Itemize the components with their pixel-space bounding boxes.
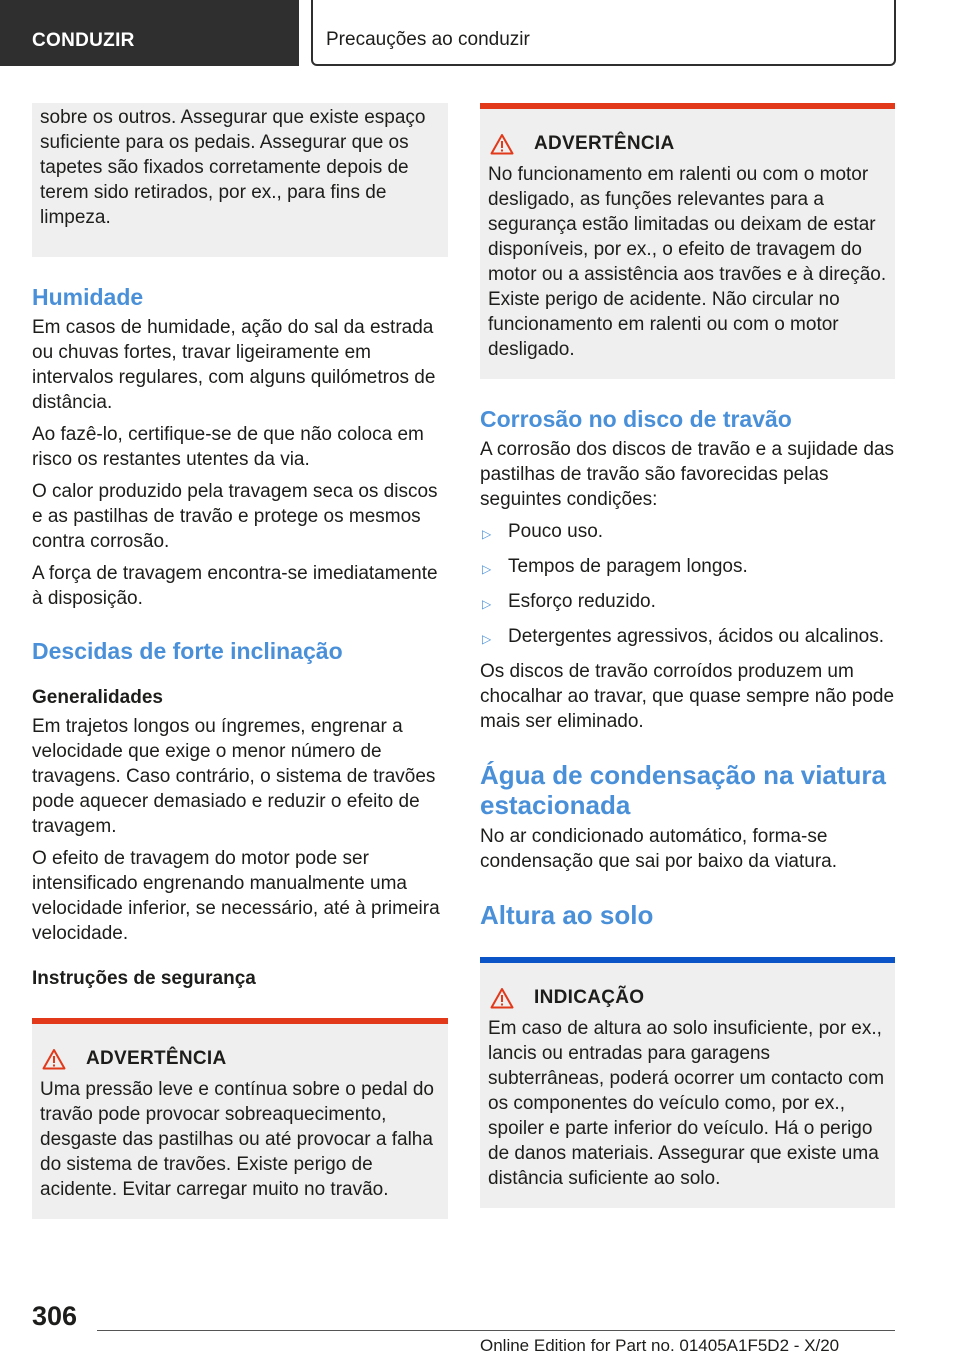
- list-item: ▷ Pouco uso.: [480, 519, 895, 547]
- note-label: INDICAÇÃO: [534, 987, 645, 1008]
- heading-humidity: Humidade: [32, 284, 144, 310]
- corrosion-paragraph-2: Os discos de travão corroídos produzem um chocalhar ao travar, que quase sempre não pode mais ser eliminado.: [480, 661, 895, 732]
- warning-triangle-icon: [42, 1048, 66, 1070]
- warning-triangle-icon: [490, 987, 514, 1009]
- heading-ground-clearance: Altura ao solo: [480, 900, 654, 930]
- warning-text: Uma pressão leve e contínua sobre o pedal do travão pode provocar sobreaquecimento, desgaste das pastilhas ou até provocar a falha do sistema de travões. Existe perigo de acidente. Evitar carregar muito no travão.: [40, 1079, 434, 1200]
- page-number: 306: [32, 1301, 78, 1331]
- condensation-paragraph: No ar condicionado automático, forma-se condensação que sai por baixo da viatura.: [480, 826, 838, 872]
- triangle-bullet-icon: ▷: [482, 632, 492, 646]
- warning-label: ADVERTÊNCIA: [534, 133, 675, 154]
- right-column: [480, 103, 895, 1208]
- section-title: CONDUZIR: [0, 0, 299, 66]
- general-paragraph-1: Em trajetos longos ou íngremes, engrenar a velocidade que exige o menor número de travagens. Caso contrário, o sistema de travões pode aquecer demasiado e reduzir o efeito de travagem.: [32, 716, 436, 837]
- note-header: [488, 985, 887, 1010]
- list-item: ▷ Esforço reduzido.: [480, 589, 895, 617]
- edition-note: Online Edition for Part no. 01405A1F5D2 - X/20: [480, 1336, 840, 1355]
- continued-warning-box: [32, 103, 448, 257]
- continued-warning-text: sobre os outros. Assegurar que existe espaço suficiente para os pedais. Assegurar que os tapetes são fixados corretamente depois de terem sido retirados, por ex., para fins de limpeza.: [40, 107, 426, 228]
- footer-divider: [97, 1330, 895, 1331]
- warning-label: ADVERTÊNCIA: [86, 1048, 227, 1069]
- warning-header: [40, 1046, 440, 1071]
- humidity-paragraph-1: Em casos de humidade, ação do sal da estrada ou chuvas fortes, travar ligeiramente em intervalos regulares, com alguns quilómetros de distância.: [32, 317, 436, 413]
- warning-triangle-icon: [490, 133, 514, 155]
- left-column: [32, 103, 448, 1219]
- corrosion-conditions-list: [480, 519, 895, 652]
- humidity-paragraph-3: O calor produzido pela travagem seca os discos e as pastilhas de travão e protege os mesmos contra corrosão.: [32, 481, 438, 552]
- list-item: ▷ Detergentes agressivos, ácidos ou alcalinos.: [480, 624, 895, 652]
- triangle-bullet-icon: ▷: [482, 597, 492, 611]
- triangle-bullet-icon: ▷: [482, 562, 492, 576]
- corrosion-paragraph-1: A corrosão dos discos de travão e a sujidade das pastilhas de travão são favorecidas pelas seguintes condições:: [480, 439, 895, 510]
- page-header: [0, 0, 960, 66]
- heading-condensation: Água de condensação na viatura estacionada: [480, 760, 887, 820]
- note-box-ground-clearance: [480, 957, 895, 1208]
- note-text: Em caso de altura ao solo insuficiente, por ex., lancis ou entradas para garagens subterrâneas, poderá ocorrer um contacto com os componentes do veículo como, por ex., spoiler e parte inferior do veículo. Há o perigo de danos materiais. Assegurar que existe uma distância suficiente ao solo.: [488, 1018, 885, 1189]
- heading-brake-disc-corrosion: Corrosão no disco de travão: [480, 406, 792, 432]
- warning-header: [488, 131, 887, 156]
- humidity-paragraph-4: A força de travagem encontra-se imediatamente à disposição.: [32, 563, 438, 609]
- heading-general: Generalidades: [32, 687, 163, 708]
- heading-steep-descents: Descidas de forte inclinação: [32, 638, 343, 664]
- humidity-paragraph-2: Ao fazê-lo, certifique-se de que não coloca em risco os restantes utentes da via.: [32, 424, 424, 470]
- warning-box-idle: [480, 103, 895, 379]
- triangle-bullet-icon: ▷: [482, 527, 492, 541]
- list-item: ▷ Tempos de paragem longos.: [480, 554, 895, 582]
- warning-text: No funcionamento em ralenti ou com o motor desligado, as funções relevantes para a segurança estão limitadas ou deixam de estar disponíveis, por ex., o efeito de travagem do motor ou a assistência aos travões e à direção. Existe perigo de acidente. Não circular no funcionamento em ralenti ou com o motor desligado.: [488, 164, 887, 360]
- general-paragraph-2: O efeito de travagem do motor pode ser intensificado engrenando manualmente uma velocidade inferior, se necessário, até à primeira velocidade.: [32, 848, 440, 944]
- chapter-title: Precauções ao conduzir: [311, 0, 896, 66]
- warning-box-brake-pedal: [32, 1018, 448, 1219]
- heading-safety-instructions: Instruções de segurança: [32, 968, 256, 989]
